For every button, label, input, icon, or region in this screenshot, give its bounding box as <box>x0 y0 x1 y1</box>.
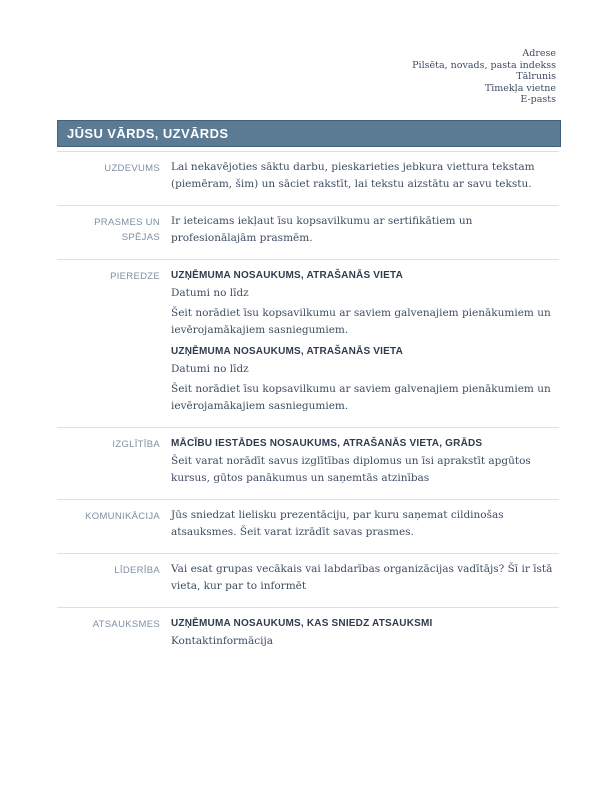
section-experience-label: PIEREDZE <box>110 271 160 282</box>
section-communication <box>57 499 559 553</box>
section-leadership-content <box>171 561 556 596</box>
contact-line-email: E-pasts <box>520 94 556 106</box>
experience-entry-desc: Šeit norādiet īsu kopsavilkumu ar saviem galvenajiem pienākumiem un ievērojamākajiem sasniegumiem. <box>171 383 551 412</box>
section-communication-text: Jūs sniedzat lielisku prezentāciju, par kuru saņemat cildinošas atsauksmes. Šeit varat izrādīt savas prasmes. <box>171 509 504 538</box>
section-skills-text: Ir ieteicams iekļaut īsu kopsavilkumu ar sertifikātiem un profesionālajām prasmēm. <box>171 215 473 244</box>
section-objective-label: UZDEVUMS <box>104 163 160 174</box>
section-skills-content <box>171 213 556 248</box>
education-desc: Šeit varat norādīt savus izglītības diplomus un īsi aprakstīt apgūtos kursus, gūtos panākumus un saņemtās atzinības <box>171 455 531 484</box>
section-experience <box>57 259 559 427</box>
section-communication-label: KOMUNIKĀCIJA <box>85 511 160 522</box>
section-experience-content <box>171 267 556 416</box>
section-leadership-text: Vai esat grupas vecākais vai labdarības organizācijas vadītājs? Šī ir īstā vieta, kur par to informēt <box>171 563 553 592</box>
resume-sections <box>57 151 559 662</box>
education-title: MĀCĪBU IESTĀDES NOSAUKUMS, ATRAŠANĀS VIETA, GRĀDS <box>171 438 483 449</box>
section-communication-content <box>171 507 556 542</box>
name-title: JŪSU VĀRDS, UZVĀRDS <box>67 126 229 141</box>
section-education <box>57 427 559 499</box>
section-leadership <box>57 553 559 607</box>
name-header-bar <box>57 120 561 147</box>
section-objective-text: Lai nekavējoties sāktu darbu, pieskarieties jebkura viettura tekstam (piemēram, šim) un sāciet rakstīt, lai tekstu aizstātu ar savu tekstu. <box>171 161 535 190</box>
section-references <box>57 607 559 662</box>
contact-line-city: Pilsēta, novads, pasta indekss <box>412 59 556 71</box>
contact-line-phone: Tālrunis <box>516 71 556 83</box>
section-education-content <box>171 435 556 488</box>
experience-entry-title: UZŅĒMUMA NOSAUKUMS, ATRAŠANĀS VIETA <box>171 346 403 357</box>
experience-entry <box>171 267 556 339</box>
contact-info-block <box>412 48 556 106</box>
experience-entry-dates: Datumi no līdz <box>171 363 249 375</box>
section-skills <box>57 205 559 259</box>
experience-entry-dates: Datumi no līdz <box>171 287 249 299</box>
references-contact: Kontaktinformācija <box>171 635 274 647</box>
contact-line-website: Tīmekļa vietne <box>484 82 556 94</box>
experience-entry-title: UZŅĒMUMA NOSAUKUMS, ATRAŠANĀS VIETA <box>171 270 403 281</box>
contact-line-address: Adrese <box>522 48 556 59</box>
section-leadership-label: LĪDERĪBA <box>114 565 160 576</box>
experience-entry <box>171 343 556 415</box>
section-objective-content <box>171 159 556 194</box>
experience-entry-desc: Šeit norādiet īsu kopsavilkumu ar saviem galvenajiem pienākumiem un ievērojamākajiem sasniegumiem. <box>171 307 551 336</box>
section-references-content <box>171 615 556 651</box>
section-references-label: ATSAUKSMES <box>92 619 160 630</box>
section-skills-label: PRASMES UN SPĒJAS <box>94 217 160 243</box>
references-title: UZŅĒMUMA NOSAUKUMS, KAS SNIEDZ ATSAUKSMI <box>171 618 433 629</box>
section-objective <box>57 151 559 205</box>
section-education-label: IZGLĪTĪBA <box>112 439 160 450</box>
